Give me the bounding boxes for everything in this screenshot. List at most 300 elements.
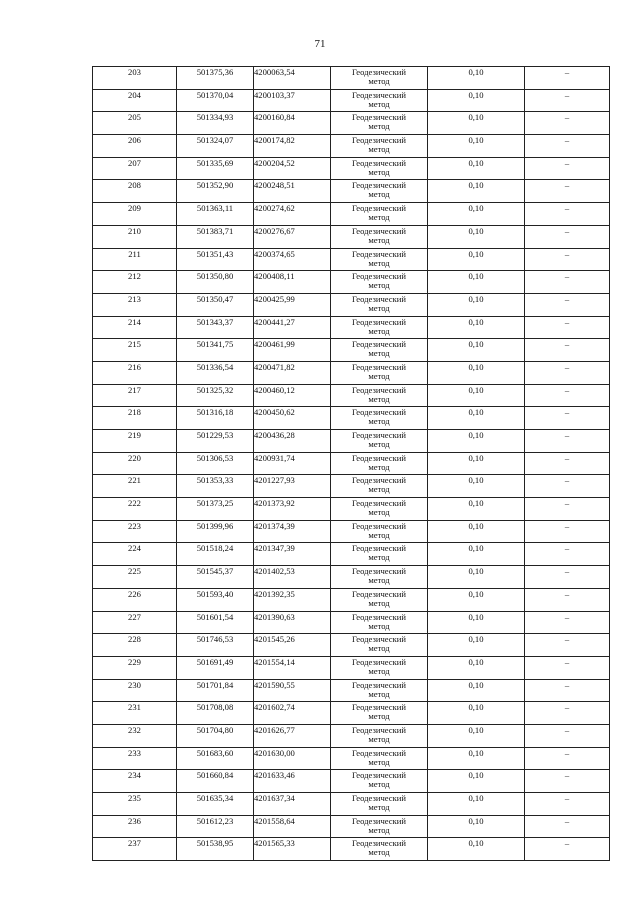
method-cell bbox=[331, 112, 428, 135]
accuracy-text: 0,10 bbox=[468, 747, 484, 758]
accuracy-cell bbox=[428, 271, 525, 294]
table-row bbox=[93, 430, 610, 453]
x-coordinate-cell bbox=[177, 793, 254, 816]
accuracy-text: 0,10 bbox=[468, 838, 484, 849]
point-number-text: 233 bbox=[128, 747, 141, 758]
method-cell bbox=[331, 724, 428, 747]
y-coordinate-cell bbox=[254, 180, 331, 203]
point-number-text: 228 bbox=[128, 634, 141, 645]
table-row bbox=[93, 747, 610, 770]
note-text: – bbox=[564, 520, 570, 531]
x-coordinate-cell bbox=[177, 838, 254, 861]
method-text-line1: Геодезический bbox=[351, 520, 406, 531]
accuracy-text: 0,10 bbox=[468, 225, 484, 236]
coordinates-table-body bbox=[93, 67, 610, 861]
point-number-cell bbox=[93, 361, 177, 384]
method-text-line2: метод bbox=[368, 552, 390, 563]
accuracy-text: 0,10 bbox=[468, 498, 484, 509]
method-cell bbox=[331, 498, 428, 521]
accuracy-cell bbox=[428, 135, 525, 158]
y-coordinate-cell bbox=[254, 611, 331, 634]
accuracy-text: 0,10 bbox=[468, 361, 484, 372]
note-text: – bbox=[564, 384, 570, 395]
note-text: – bbox=[564, 180, 570, 191]
method-cell bbox=[331, 611, 428, 634]
accuracy-text: 0,10 bbox=[468, 384, 484, 395]
y-coordinate-text: 4200274,62 bbox=[254, 203, 295, 214]
note-text: – bbox=[564, 611, 570, 622]
accuracy-text: 0,10 bbox=[468, 588, 484, 599]
point-number-text: 204 bbox=[128, 89, 141, 100]
accuracy-cell bbox=[428, 180, 525, 203]
accuracy-cell bbox=[428, 407, 525, 430]
point-number-cell bbox=[93, 407, 177, 430]
method-text-line2: метод bbox=[368, 665, 390, 676]
accuracy-cell bbox=[428, 475, 525, 498]
x-coordinate-text: 501335,69 bbox=[196, 157, 234, 168]
method-text-line2: метод bbox=[368, 643, 390, 654]
method-text-line2: метод bbox=[368, 348, 390, 359]
x-coordinate-cell bbox=[177, 67, 254, 90]
point-number-cell bbox=[93, 430, 177, 453]
table-row bbox=[93, 89, 610, 112]
method-text-line1: Геодезический bbox=[351, 838, 406, 849]
x-coordinate-cell bbox=[177, 566, 254, 589]
note-cell bbox=[525, 566, 610, 589]
coordinates-table bbox=[92, 66, 610, 861]
accuracy-text: 0,10 bbox=[468, 248, 484, 259]
y-coordinate-cell bbox=[254, 339, 331, 362]
y-coordinate-cell bbox=[254, 634, 331, 657]
method-text-line2: метод bbox=[368, 121, 390, 132]
point-number-text: 220 bbox=[128, 452, 141, 463]
method-text-line2: метод bbox=[368, 144, 390, 155]
x-coordinate-cell bbox=[177, 203, 254, 226]
x-coordinate-text: 501336,54 bbox=[196, 361, 234, 372]
method-text-line1: Геодезический bbox=[351, 702, 406, 713]
point-number-cell bbox=[93, 271, 177, 294]
method-cell bbox=[331, 271, 428, 294]
point-number-cell bbox=[93, 112, 177, 135]
accuracy-text: 0,10 bbox=[468, 339, 484, 350]
x-coordinate-cell bbox=[177, 339, 254, 362]
x-coordinate-text: 501316,18 bbox=[196, 407, 234, 418]
method-text-line2: метод bbox=[368, 802, 390, 812]
point-number-text: 230 bbox=[128, 679, 141, 690]
note-cell bbox=[525, 157, 610, 180]
y-coordinate-text: 4200204,52 bbox=[254, 157, 295, 168]
note-cell bbox=[525, 611, 610, 634]
y-coordinate-text: 4200931,74 bbox=[254, 452, 295, 463]
x-coordinate-text: 501746,53 bbox=[196, 634, 234, 645]
note-text: – bbox=[564, 724, 570, 735]
note-text: – bbox=[564, 430, 570, 440]
x-coordinate-text: 501691,49 bbox=[196, 656, 234, 667]
table-row bbox=[93, 611, 610, 634]
point-number-cell bbox=[93, 452, 177, 475]
point-number-cell bbox=[93, 838, 177, 861]
method-cell bbox=[331, 180, 428, 203]
table-row bbox=[93, 656, 610, 679]
method-text-line2: метод bbox=[368, 824, 390, 835]
method-text-line1: Геодезический bbox=[351, 248, 406, 259]
method-text-line1: Геодезический bbox=[351, 203, 406, 214]
y-coordinate-cell bbox=[254, 293, 331, 316]
x-coordinate-cell bbox=[177, 361, 254, 384]
accuracy-text: 0,10 bbox=[468, 679, 484, 690]
note-text: – bbox=[564, 679, 570, 690]
note-cell bbox=[525, 498, 610, 521]
point-number-text: 229 bbox=[128, 656, 141, 667]
y-coordinate-cell bbox=[254, 112, 331, 135]
point-number-cell bbox=[93, 135, 177, 158]
method-cell bbox=[331, 452, 428, 475]
x-coordinate-cell bbox=[177, 316, 254, 339]
accuracy-cell bbox=[428, 588, 525, 611]
point-number-text: 223 bbox=[128, 520, 141, 531]
method-text-line1: Геодезический bbox=[351, 656, 406, 667]
note-text: – bbox=[564, 225, 570, 236]
accuracy-cell bbox=[428, 225, 525, 248]
y-coordinate-text: 4200103,37 bbox=[254, 89, 295, 100]
y-coordinate-cell bbox=[254, 361, 331, 384]
accuracy-cell bbox=[428, 702, 525, 725]
note-text: – bbox=[564, 747, 570, 758]
note-cell bbox=[525, 588, 610, 611]
y-coordinate-cell bbox=[254, 815, 331, 838]
x-coordinate-cell bbox=[177, 271, 254, 294]
y-coordinate-cell bbox=[254, 793, 331, 816]
accuracy-text: 0,10 bbox=[468, 611, 484, 622]
accuracy-cell bbox=[428, 452, 525, 475]
method-text-line2: метод bbox=[368, 620, 390, 631]
table-row bbox=[93, 361, 610, 384]
accuracy-cell bbox=[428, 838, 525, 861]
y-coordinate-text: 4201554,14 bbox=[254, 656, 295, 667]
note-text: – bbox=[564, 361, 570, 372]
note-cell bbox=[525, 747, 610, 770]
accuracy-cell bbox=[428, 384, 525, 407]
x-coordinate-cell bbox=[177, 475, 254, 498]
accuracy-text: 0,10 bbox=[468, 180, 484, 191]
point-number-text: 232 bbox=[128, 724, 141, 735]
point-number-text: 227 bbox=[128, 611, 141, 622]
method-text-line2: метод bbox=[368, 98, 390, 109]
method-text-line2: метод bbox=[368, 507, 390, 518]
point-number-text: 234 bbox=[128, 770, 141, 781]
method-cell bbox=[331, 770, 428, 793]
point-number-text: 236 bbox=[128, 815, 141, 826]
point-number-cell bbox=[93, 384, 177, 407]
accuracy-text: 0,10 bbox=[468, 452, 484, 463]
y-coordinate-cell bbox=[254, 520, 331, 543]
y-coordinate-text: 4201347,39 bbox=[254, 543, 295, 554]
x-coordinate-cell bbox=[177, 611, 254, 634]
y-coordinate-text: 4201374,39 bbox=[254, 520, 295, 531]
y-coordinate-text: 4200436,28 bbox=[254, 430, 295, 440]
method-text-line2: метод bbox=[368, 166, 390, 177]
note-cell bbox=[525, 656, 610, 679]
x-coordinate-text: 501373,25 bbox=[196, 498, 234, 509]
x-coordinate-text: 501545,37 bbox=[196, 566, 234, 577]
table-row bbox=[93, 815, 610, 838]
accuracy-cell bbox=[428, 770, 525, 793]
note-cell bbox=[525, 316, 610, 339]
y-coordinate-text: 4200471,82 bbox=[254, 361, 295, 372]
table-row bbox=[93, 293, 610, 316]
method-text-line2: метод bbox=[368, 416, 390, 427]
point-number-cell bbox=[93, 793, 177, 816]
y-coordinate-text: 4200408,11 bbox=[254, 271, 295, 282]
method-text-line1: Геодезический bbox=[351, 747, 406, 758]
method-text-line1: Геодезический bbox=[351, 180, 406, 191]
x-coordinate-text: 501635,34 bbox=[196, 793, 234, 803]
point-number-text: 216 bbox=[128, 361, 141, 372]
x-coordinate-cell bbox=[177, 157, 254, 180]
y-coordinate-text: 4200460,12 bbox=[254, 384, 295, 395]
method-cell bbox=[331, 361, 428, 384]
y-coordinate-text: 4200441,27 bbox=[254, 316, 295, 327]
method-cell bbox=[331, 679, 428, 702]
x-coordinate-cell bbox=[177, 588, 254, 611]
accuracy-cell bbox=[428, 815, 525, 838]
x-coordinate-text: 501593,40 bbox=[196, 588, 234, 599]
method-text-line1: Геодезический bbox=[351, 475, 406, 486]
note-cell bbox=[525, 135, 610, 158]
method-text-line2: метод bbox=[368, 597, 390, 608]
table-row bbox=[93, 157, 610, 180]
point-number-cell bbox=[93, 248, 177, 271]
point-number-cell bbox=[93, 656, 177, 679]
table-row bbox=[93, 112, 610, 135]
y-coordinate-text: 4201558,64 bbox=[254, 815, 295, 826]
note-text: – bbox=[564, 793, 570, 803]
point-number-text: 206 bbox=[128, 135, 141, 146]
method-cell bbox=[331, 520, 428, 543]
note-text: – bbox=[564, 248, 570, 259]
point-number-text: 205 bbox=[128, 112, 141, 123]
method-cell bbox=[331, 656, 428, 679]
point-number-text: 211 bbox=[128, 248, 141, 259]
accuracy-text: 0,10 bbox=[468, 271, 484, 282]
table-row bbox=[93, 770, 610, 793]
y-coordinate-cell bbox=[254, 203, 331, 226]
method-text-line2: метод bbox=[368, 280, 390, 291]
table-row bbox=[93, 838, 610, 861]
accuracy-text: 0,10 bbox=[468, 815, 484, 826]
method-text-line1: Геодезический bbox=[351, 566, 406, 577]
y-coordinate-cell bbox=[254, 656, 331, 679]
method-text-line2: метод bbox=[368, 325, 390, 336]
accuracy-cell bbox=[428, 520, 525, 543]
x-coordinate-text: 501601,54 bbox=[196, 611, 234, 622]
point-number-cell bbox=[93, 543, 177, 566]
table-row bbox=[93, 475, 610, 498]
x-coordinate-cell bbox=[177, 452, 254, 475]
method-text-line1: Геодезический bbox=[351, 293, 406, 304]
accuracy-text: 0,10 bbox=[468, 520, 484, 531]
note-cell bbox=[525, 634, 610, 657]
method-text-line1: Геодезический bbox=[351, 498, 406, 509]
method-text-line2: метод bbox=[368, 529, 390, 540]
y-coordinate-text: 4201633,46 bbox=[254, 770, 295, 781]
x-coordinate-text: 501229,53 bbox=[196, 430, 234, 440]
x-coordinate-text: 501334,93 bbox=[196, 112, 234, 123]
x-coordinate-text: 501350,80 bbox=[196, 271, 234, 282]
table-row bbox=[93, 543, 610, 566]
y-coordinate-text: 4200160,84 bbox=[254, 112, 295, 123]
x-coordinate-cell bbox=[177, 770, 254, 793]
y-coordinate-text: 4201227,93 bbox=[254, 475, 295, 486]
accuracy-cell bbox=[428, 67, 525, 90]
note-cell bbox=[525, 679, 610, 702]
note-text: – bbox=[564, 838, 570, 849]
point-number-cell bbox=[93, 815, 177, 838]
note-text: – bbox=[564, 135, 570, 146]
method-cell bbox=[331, 316, 428, 339]
note-cell bbox=[525, 339, 610, 362]
x-coordinate-text: 501352,90 bbox=[196, 180, 234, 191]
method-cell bbox=[331, 588, 428, 611]
y-coordinate-text: 4201390,63 bbox=[254, 611, 295, 622]
accuracy-cell bbox=[428, 361, 525, 384]
note-text: – bbox=[564, 702, 570, 713]
note-cell bbox=[525, 793, 610, 816]
method-text-line1: Геодезический bbox=[351, 679, 406, 690]
note-cell bbox=[525, 838, 610, 861]
point-number-cell bbox=[93, 89, 177, 112]
method-text-line2: метод bbox=[368, 575, 390, 586]
y-coordinate-cell bbox=[254, 452, 331, 475]
x-coordinate-text: 501660,84 bbox=[196, 770, 234, 781]
method-text-line2: метод bbox=[368, 779, 390, 790]
note-cell bbox=[525, 271, 610, 294]
method-text-line1: Геодезический bbox=[351, 157, 406, 168]
point-number-text: 214 bbox=[128, 316, 141, 327]
method-text-line2: метод bbox=[368, 756, 390, 767]
point-number-cell bbox=[93, 702, 177, 725]
method-text-line1: Геодезический bbox=[351, 452, 406, 463]
y-coordinate-text: 4200248,51 bbox=[254, 180, 295, 191]
accuracy-cell bbox=[428, 293, 525, 316]
y-coordinate-cell bbox=[254, 407, 331, 430]
note-cell bbox=[525, 361, 610, 384]
note-cell bbox=[525, 475, 610, 498]
method-cell bbox=[331, 838, 428, 861]
method-text-line2: метод bbox=[368, 439, 390, 449]
x-coordinate-cell bbox=[177, 384, 254, 407]
table-row bbox=[93, 520, 610, 543]
method-text-line2: метод bbox=[368, 234, 390, 245]
y-coordinate-cell bbox=[254, 384, 331, 407]
method-text-line2: метод bbox=[368, 847, 390, 858]
accuracy-text: 0,10 bbox=[468, 702, 484, 713]
method-cell bbox=[331, 203, 428, 226]
accuracy-cell bbox=[428, 316, 525, 339]
note-text: – bbox=[564, 407, 570, 418]
x-coordinate-text: 501353,33 bbox=[196, 475, 234, 486]
point-number-cell bbox=[93, 747, 177, 770]
method-text-line1: Геодезический bbox=[351, 611, 406, 622]
x-coordinate-text: 501704,80 bbox=[196, 724, 234, 735]
y-coordinate-text: 4200063,54 bbox=[254, 67, 295, 77]
accuracy-text: 0,10 bbox=[468, 89, 484, 100]
method-cell bbox=[331, 293, 428, 316]
accuracy-cell bbox=[428, 611, 525, 634]
note-cell bbox=[525, 180, 610, 203]
y-coordinate-text: 4201402,53 bbox=[254, 566, 295, 577]
x-coordinate-cell bbox=[177, 543, 254, 566]
point-number-cell bbox=[93, 498, 177, 521]
method-text-line1: Геодезический bbox=[351, 361, 406, 372]
point-number-cell bbox=[93, 724, 177, 747]
accuracy-cell bbox=[428, 793, 525, 816]
point-number-text: 224 bbox=[128, 543, 141, 554]
point-number-text: 226 bbox=[128, 588, 141, 599]
method-text-line1: Геодезический bbox=[351, 271, 406, 282]
table-row bbox=[93, 339, 610, 362]
accuracy-text: 0,10 bbox=[468, 770, 484, 781]
point-number-text: 235 bbox=[128, 793, 141, 803]
accuracy-text: 0,10 bbox=[468, 724, 484, 735]
method-cell bbox=[331, 430, 428, 453]
note-text: – bbox=[564, 112, 570, 123]
y-coordinate-cell bbox=[254, 430, 331, 453]
y-coordinate-cell bbox=[254, 498, 331, 521]
note-text: – bbox=[564, 815, 570, 826]
y-coordinate-cell bbox=[254, 67, 331, 90]
method-text-line2: метод bbox=[368, 393, 390, 404]
y-coordinate-cell bbox=[254, 316, 331, 339]
note-cell bbox=[525, 702, 610, 725]
method-text-line1: Геодезический bbox=[351, 793, 406, 803]
method-text-line2: метод bbox=[368, 688, 390, 699]
method-cell bbox=[331, 157, 428, 180]
method-cell bbox=[331, 225, 428, 248]
note-cell bbox=[525, 89, 610, 112]
accuracy-cell bbox=[428, 203, 525, 226]
method-cell bbox=[331, 543, 428, 566]
note-cell bbox=[525, 452, 610, 475]
method-text-line1: Геодезический bbox=[351, 135, 406, 146]
accuracy-text: 0,10 bbox=[468, 112, 484, 123]
method-text-line1: Геодезический bbox=[351, 543, 406, 554]
point-number-text: 207 bbox=[128, 157, 141, 168]
y-coordinate-text: 4200461,99 bbox=[254, 339, 295, 350]
table-row bbox=[93, 452, 610, 475]
x-coordinate-cell bbox=[177, 407, 254, 430]
table-row bbox=[93, 407, 610, 430]
point-number-text: 231 bbox=[128, 702, 141, 713]
point-number-text: 213 bbox=[128, 293, 141, 304]
method-text-line1: Геодезический bbox=[351, 770, 406, 781]
x-coordinate-text: 501683,60 bbox=[196, 747, 234, 758]
note-text: – bbox=[564, 157, 570, 168]
accuracy-cell bbox=[428, 248, 525, 271]
accuracy-text: 0,10 bbox=[468, 203, 484, 214]
method-text-line2: метод bbox=[368, 189, 390, 200]
note-cell bbox=[525, 815, 610, 838]
y-coordinate-text: 4201602,74 bbox=[254, 702, 295, 713]
y-coordinate-cell bbox=[254, 475, 331, 498]
accuracy-text: 0,10 bbox=[468, 407, 484, 418]
x-coordinate-cell bbox=[177, 430, 254, 453]
x-coordinate-text: 501351,43 bbox=[196, 248, 234, 259]
method-text-line1: Геодезический bbox=[351, 384, 406, 395]
method-cell bbox=[331, 135, 428, 158]
accuracy-text: 0,10 bbox=[468, 293, 484, 304]
point-number-cell bbox=[93, 588, 177, 611]
